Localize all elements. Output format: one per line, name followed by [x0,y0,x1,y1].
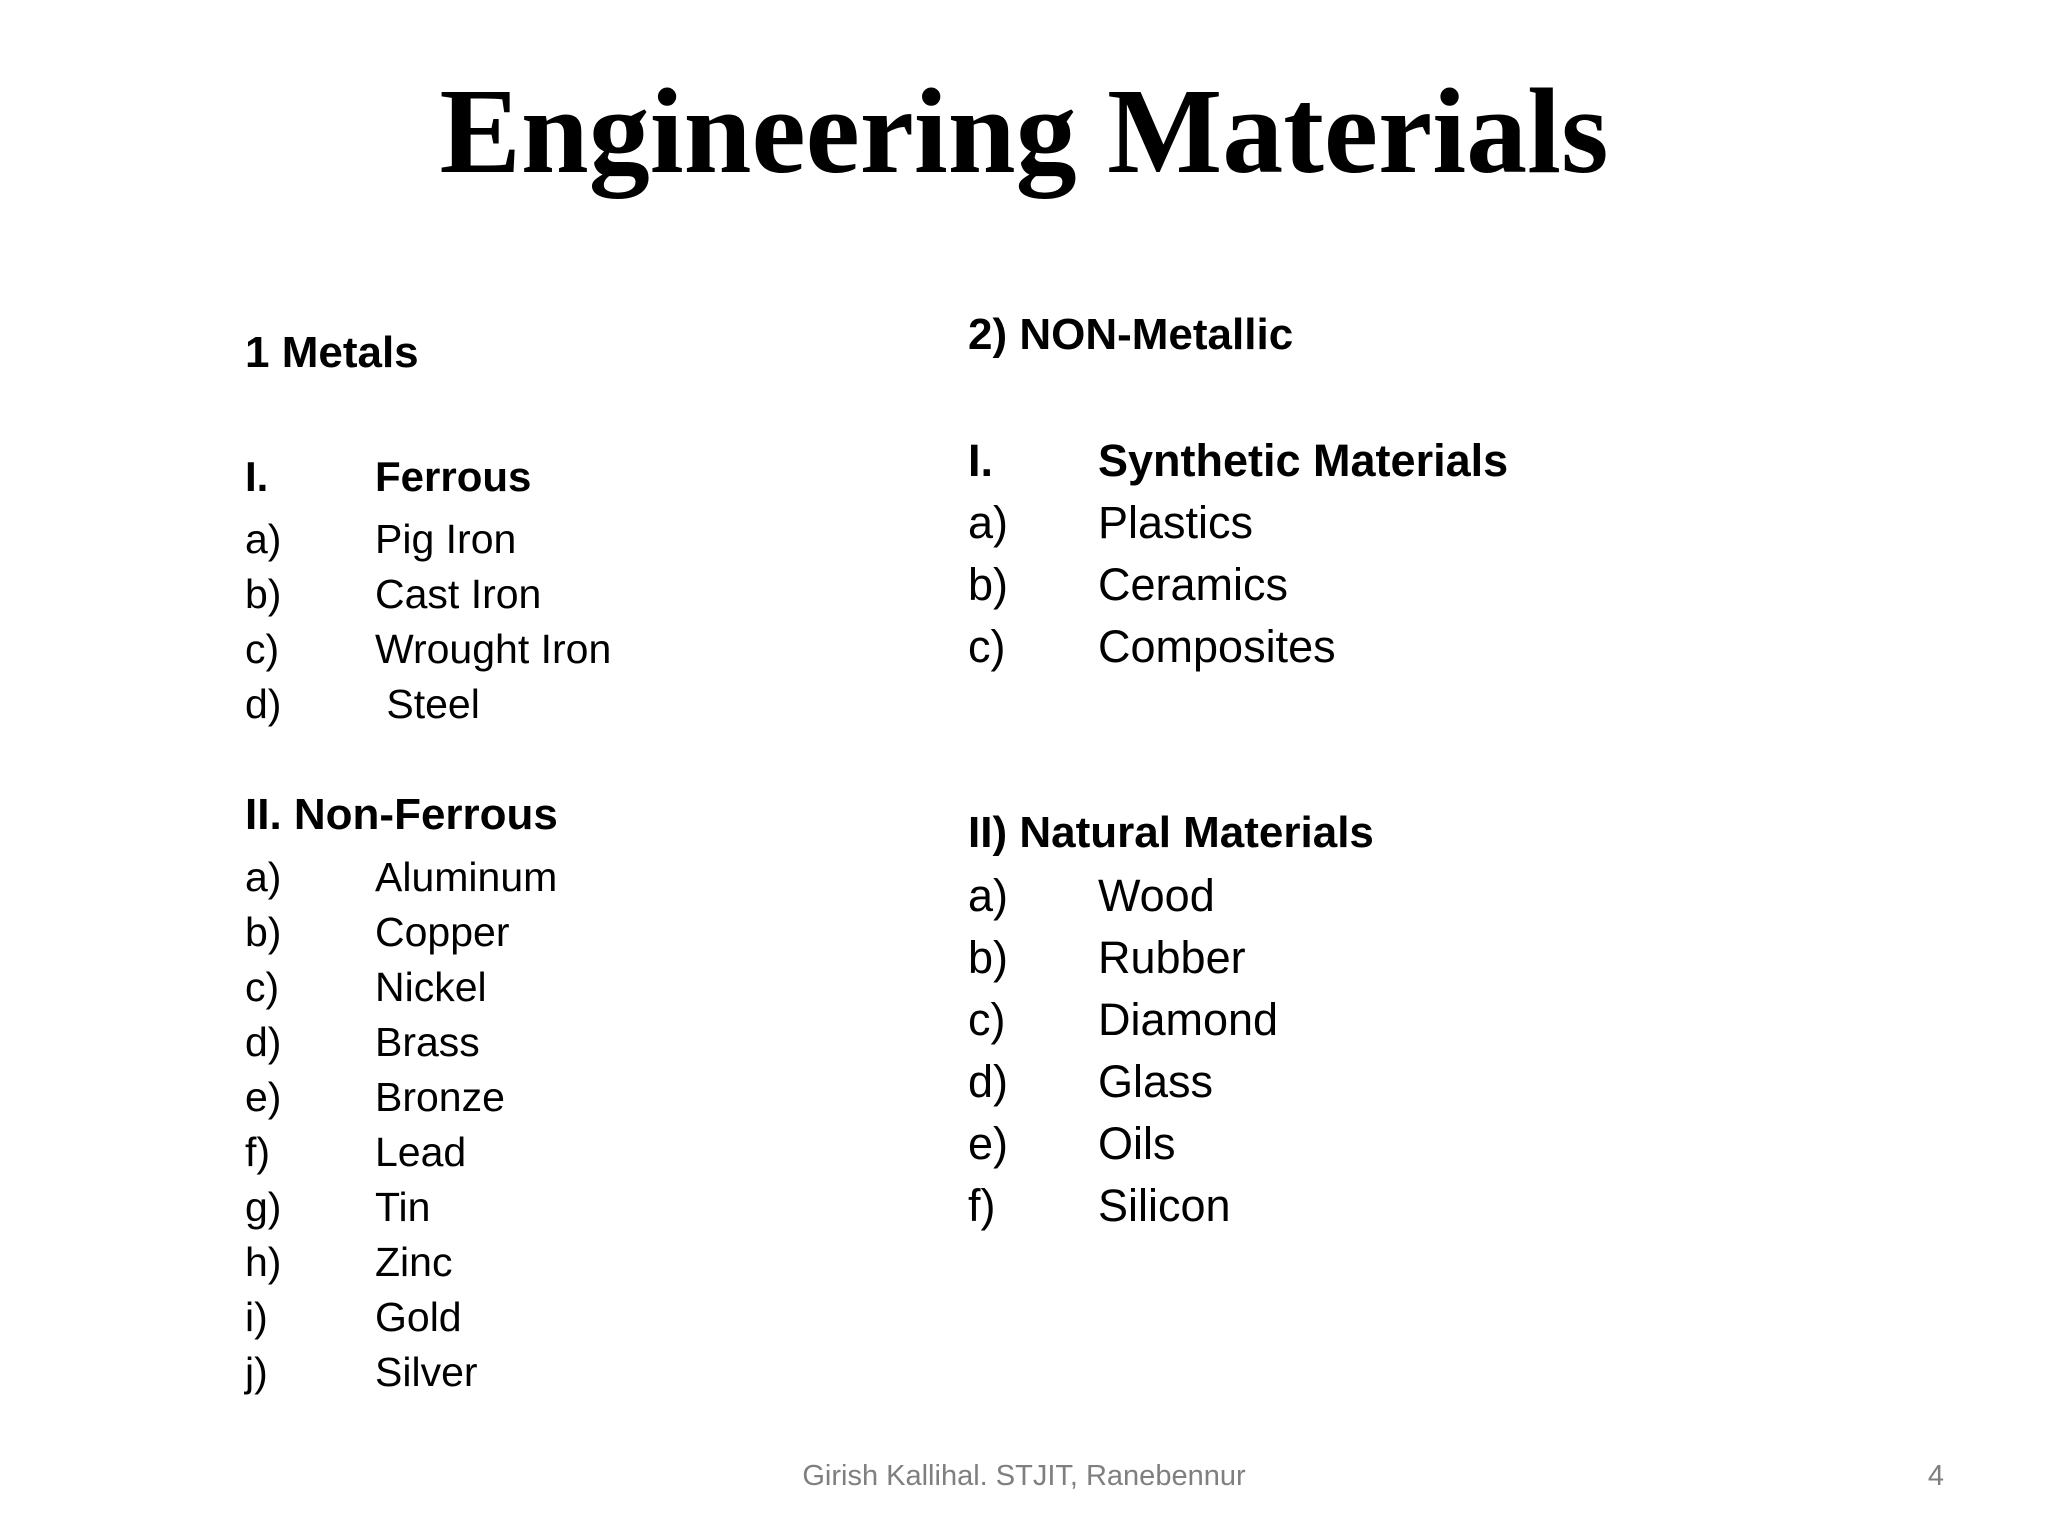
list-marker: c) [245,964,280,1010]
list-item [968,994,1868,1056]
list-text: Copper [375,909,510,955]
list-marker: d) [245,681,282,727]
list-marker: j) [245,1349,268,1395]
list-text: Lead [375,1129,467,1175]
list-text: Glass [1098,1056,1214,1107]
list-marker: d) [245,1019,282,1065]
list-marker: b) [968,932,1009,983]
list-item [245,626,945,681]
list-text: Wrought Iron [375,626,612,672]
synthetic-marker: I. [968,435,994,486]
list-text: Diamond [1098,994,1279,1045]
list-text: Silver [375,1349,478,1395]
list-item [968,1118,1868,1180]
list-item [245,909,945,964]
synthetic-list [968,497,1868,683]
list-item [245,1129,945,1184]
list-marker: f) [245,1129,271,1175]
list-marker: a) [245,854,282,900]
list-item [968,621,1868,683]
list-item [245,1184,945,1239]
list-text: Nickel [375,964,487,1010]
list-text: Wood [1098,870,1215,921]
list-marker: c) [245,626,280,672]
list-text: Pig Iron [375,516,517,562]
list-marker: g) [245,1184,282,1230]
list-text: Oils [1098,1118,1176,1169]
synthetic-label: Synthetic Materials [1098,435,1509,486]
list-item [245,1239,945,1294]
list-marker: c) [968,621,1006,672]
ferrous-heading [245,453,945,513]
list-text: Rubber [1098,932,1246,983]
non-metallic-heading: 2) NON-Metallic [968,310,1294,359]
list-text: Composites [1098,621,1336,672]
list-marker: b) [245,571,282,617]
slide-footer: Girish Kallihal. STJIT, Ranebennur [802,1460,1246,1492]
list-marker: a) [968,497,1009,548]
non-ferrous-heading: II. Non-Ferrous [245,790,558,839]
metals-heading: 1 Metals [245,328,419,377]
natural-heading: II) Natural Materials [968,808,1374,857]
natural-list [968,870,1868,1242]
ferrous-list [245,516,945,736]
list-marker: h) [245,1239,282,1285]
slide-title: Engineering Materials [439,64,1609,199]
list-text: Bronze [375,1074,505,1120]
list-text: Brass [375,1019,480,1065]
list-marker: d) [968,1056,1009,1107]
list-marker: i) [245,1294,268,1340]
list-text: Zinc [375,1239,453,1285]
list-text: Steel [375,681,480,727]
list-marker: c) [968,994,1006,1045]
list-marker: b) [245,909,282,955]
list-text: Cast Iron [375,571,542,617]
list-item [245,1074,945,1129]
list-text: Ceramics [1098,559,1289,610]
list-marker: a) [245,516,282,562]
list-item [968,870,1868,932]
list-text: Aluminum [375,854,558,900]
list-text: Gold [375,1294,462,1340]
ferrous-marker: I. [245,453,269,500]
list-item [968,1180,1868,1242]
list-text: Plastics [1098,497,1254,548]
list-marker: a) [968,870,1009,921]
list-item [245,1019,945,1074]
list-marker: f) [968,1180,996,1231]
list-item [245,1294,945,1349]
list-item [245,964,945,1019]
synthetic-heading [968,435,1868,497]
list-marker: e) [245,1074,282,1120]
ferrous-label: Ferrous [375,453,532,500]
list-item [245,516,945,571]
page-number: 4 [1927,1460,1944,1492]
list-marker: b) [968,559,1009,610]
list-text: Tin [375,1184,431,1230]
list-item [968,497,1868,559]
list-item [968,1056,1868,1118]
list-marker: e) [968,1118,1009,1169]
list-item [245,854,945,909]
list-item [968,559,1868,621]
list-item [245,681,945,736]
list-item [245,1349,945,1404]
list-item [245,571,945,626]
list-item [968,932,1868,994]
list-text: Silicon [1098,1180,1231,1231]
non-ferrous-list [245,854,945,1404]
